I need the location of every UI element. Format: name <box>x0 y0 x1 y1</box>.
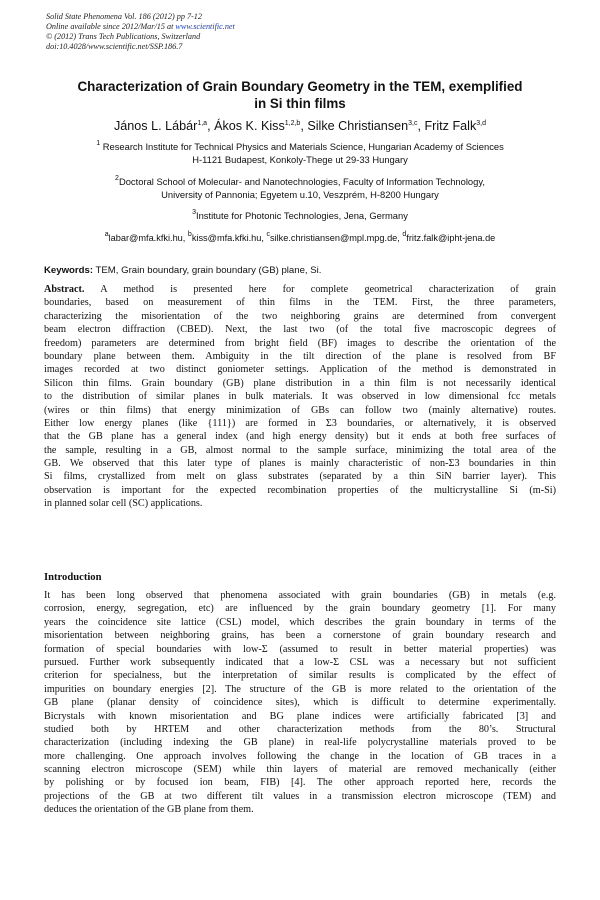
body-line: more challenging. One approach involves following the change in the location of GB traces in a <box>44 750 556 762</box>
email-list: $^a$labar@mfa.kfki.hu, $^b$kiss@mfa.kfki.hu, $^c$silke.christiansen@mpl.mpg.de, $^d$fritz.falk@ipht-jena.de <box>104 231 496 243</box>
abstract-line: freedom) parameters are determined from bright field (BF) images to describe the orientation of the <box>44 337 556 349</box>
abstract-line: boundary plane between them. Ambiguity in the tilt direction of the plane is resolved from BF <box>44 350 556 362</box>
affiliation-3: $^3$Institute for Photonic Technologies, Jena, Germany <box>192 209 408 221</box>
body-line: formation of special boundaries with low-Σ (assumed to result in better material properties) was <box>44 643 556 655</box>
author-name: Fritz Falk <box>424 119 477 133</box>
abstract-line: to the distribution of similar planes in bulk materials. It was observed in low dimensional fcc metals <box>44 391 556 403</box>
author-name: János L. Lábár <box>114 119 198 133</box>
body-line: characterization (including indexing the GB plane) in real-life polycrystalline materials proved to be <box>44 737 556 749</box>
body-line: pursued. Further work subsequently indicated that a low-Σ CSL was a necessary but not sufficient <box>44 656 556 668</box>
body-line: impurities on boundary energies [2]. The structure of the GB is more related to the orientation of the <box>44 683 556 695</box>
body-line: GB plane (planar density of coincidence sites), which is difficult to determine experimentally. <box>44 697 556 709</box>
abstract-line: Silicon thin films. Grain boundary (GB) plane distribution in a thin film is not necessarily identical <box>44 377 556 389</box>
abstract-line: the sample, resulting in a GB, almost normal to the sample surface, minimizing the total area of the <box>44 444 556 456</box>
journal-header <box>46 12 446 52</box>
author-affiliation-mark: 3,d <box>476 120 486 127</box>
abstract-line: Si films, crystallized from melt on glass substrates (separated by a thin SiN barrier layer). This <box>44 471 556 483</box>
email-address[interactable]: fritz.falk@ipht-jena.de <box>406 233 496 243</box>
email-address[interactable]: labar@mfa.kfki.hu, <box>108 233 188 243</box>
author-affiliation-mark: 1,2,b <box>284 120 301 127</box>
keywords <box>44 265 556 277</box>
body-line: deduces the orientation of the GB plane from them. <box>44 804 254 816</box>
body-line: corrosion, energy, segregation, etc) are influenced by the grain boundary geometry [1]. For many <box>44 603 556 615</box>
author-name: Ákos K. Kiss <box>214 119 285 133</box>
body-line: by polishing or by focused ion beam, FIB) [4]. The other approach reported here, records the <box>44 777 556 789</box>
abstract <box>44 283 556 511</box>
abstract-line: characterizing the misorientation of the two neighboring grains are determined from convergent <box>44 310 556 322</box>
body-line: studied both by HRTEM and other characterization methods from the 80’s. Structural <box>44 723 556 735</box>
abstract-line: (wires or thin films) that energy minimization of GBs can follow two (mainly alternative) routes. <box>44 404 556 416</box>
title-line-2: in Si thin films <box>254 96 346 111</box>
title-line-1: Characterization of Grain Boundary Geometry in the TEM, exemplified <box>77 79 523 94</box>
body-line: criterion for specialness, but the interpretation of similar results is complicated by the effect of <box>44 670 556 682</box>
journal-citation: Solid State Phenomena Vol. 186 (2012) pp 7-12 <box>46 12 202 21</box>
affiliation-1: $^1$ Research Institute for Technical Physics and Materials Science, Hungarian Academy of Sciences H-1121 Budapest, Konkoly-Thege ut 29-33 Hungary <box>96 140 504 165</box>
online-availability: Online available since 2012/Mar/15 at www.scientific.net <box>46 22 235 31</box>
body-line: It has been long observed that phenomena associated with grain boundaries (GB) in metals (e.g. <box>44 590 556 601</box>
keywords-text: TEM, Grain boundary, grain boundary (GB) plane, Si. <box>93 265 322 276</box>
abstract-line: observation is important for the expected recombination properties of the multicrystalline Si (m-Si) <box>44 484 556 496</box>
author-name: Silke Christiansen <box>307 119 409 133</box>
copyright-line: © (2012) Trans Tech Publications, Switzerland <box>46 32 201 41</box>
affiliation-2: $^2$Doctoral School of Molecular- and Nanotechnologies, Faculty of Information Technology, University of Pannonia; Egyetem u.10, Veszprém, H-8200 Hungary <box>115 175 485 200</box>
abstract-line: that the GB plane has a general index (and high energy density) but it ends at both free surfaces of <box>44 431 556 443</box>
abstract-line: boundaries, based on measurement of thin films in the TEM. First, the three parameters, <box>44 297 556 309</box>
abstract-line: images recorded at two distinct goniometer settings. Application of the method is demonstrated in <box>44 364 556 376</box>
author-list: János L. Lábár$^{1,a}$, Ákos K. Kiss$^{1,2,b}$, Silke Christiansen$^{3,c}$, Fritz Falk$^{3,d}$ <box>114 119 486 133</box>
abstract-line: beam electron diffraction (CBED). Next, the last two (of the total five macroscopic degrees of <box>44 324 556 336</box>
author-affiliation-mark: 1,a <box>197 120 208 127</box>
introduction-body <box>44 589 556 817</box>
paper-title <box>40 78 560 112</box>
abstract-line: Either low energy planes (like {111}) are formed in Σ3 boundaries, or alternatively, it is observed <box>44 417 556 429</box>
author-affiliation-mark: 3,c <box>408 120 418 127</box>
keywords-label: Keywords: <box>44 265 94 276</box>
scientific-net-link[interactable]: www.scientific.net <box>175 22 235 31</box>
body-line: scanning electron microscope (SEM) while thin layers of material are removed mechanically (either <box>44 764 556 776</box>
doi-line: doi:10.4028/www.scientific.net/SSP.186.7 <box>46 42 183 51</box>
body-line: years the coincidence site lattice (CSL) model, which describes the grain boundary in terms of the <box>44 616 556 628</box>
abstract-line: GB. We observed that this later type of planes is mainly characteristic of non-Σ3 boundaries in thin <box>44 458 556 470</box>
email-address[interactable]: silke.christiansen@mpl.mpg.de, <box>270 233 403 243</box>
abstract-line: in planned solar cell (SC) applications. <box>44 498 203 510</box>
email-address[interactable]: kiss@mfa.kfki.hu, <box>191 233 267 243</box>
body-line: misorientation between neighboring grains, has been a cornerstone of grain boundary research and <box>44 630 556 642</box>
section-heading-introduction: Introduction <box>44 572 102 583</box>
abstract-line: Abstract. A method is presented here for complete geometrical characterization of grain <box>44 284 556 295</box>
body-line: Bicrystals with known misorientation and BG plane indices were artificially fabricated [3] and <box>44 710 556 722</box>
abstract-label: Abstract. <box>44 284 85 295</box>
body-line: projections of the GB at two different tilt values in a transmission electron microscope (TEM) and <box>44 790 556 802</box>
